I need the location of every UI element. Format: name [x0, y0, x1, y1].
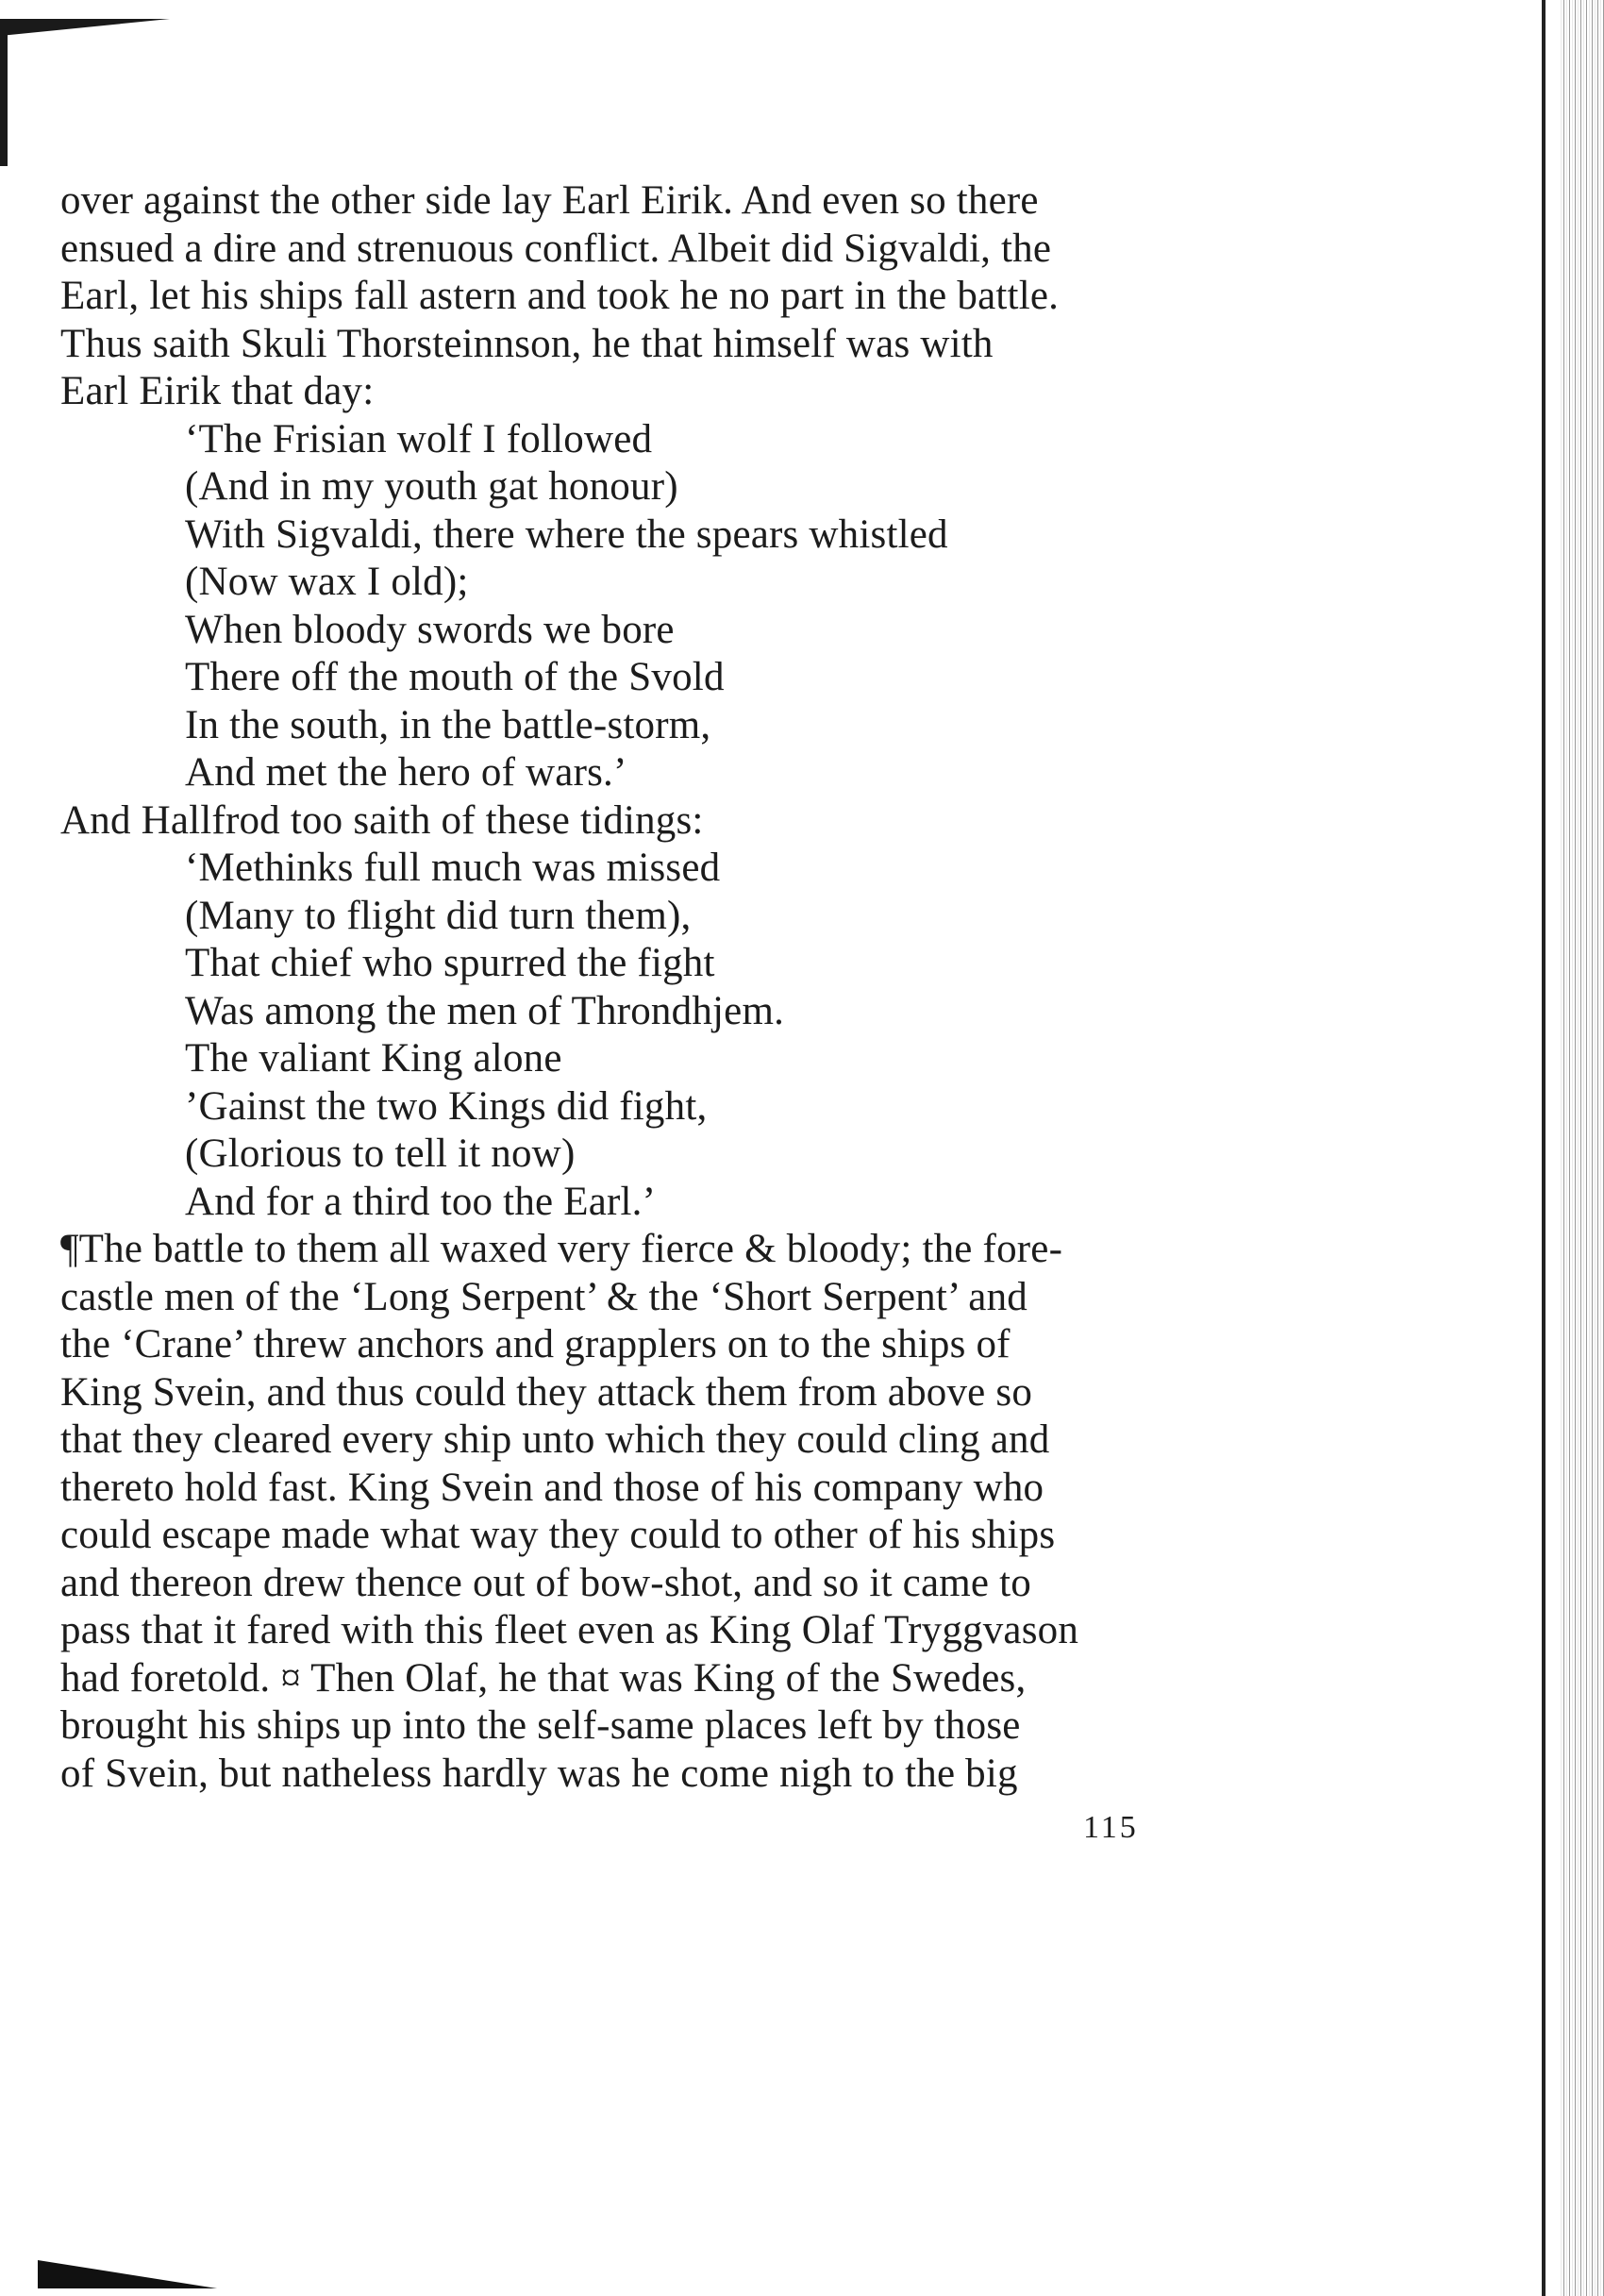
verse-line: ‘The Frisian wolf I followed: [185, 416, 653, 461]
verse-line: ’Gainst the two Kings did fight,: [185, 1083, 708, 1129]
page-number: 115: [1083, 1810, 1139, 1845]
text-line: Earl, let his ships fall astern and took he no part in the battle.: [60, 274, 1060, 318]
verse-line: (Now wax I old);: [185, 560, 469, 604]
corner-mark-top: [0, 19, 170, 36]
text-line: could escape made what way they could to other of his ships: [60, 1513, 1056, 1557]
verse-line: When bloody swords we bore: [185, 607, 675, 652]
text-line: brought his ships up into the self-same places left by those: [60, 1703, 1021, 1748]
corner-mark-top-stem: [0, 34, 8, 166]
text-line: of Svein, but natheless hardly was he come nigh to the big: [60, 1751, 1018, 1796]
verse-line: With Sigvaldi, there where the spears whistled: [185, 511, 948, 557]
paragraph-line: ¶The battle to them all waxed very fierce & bloody; the fore-: [60, 1227, 1063, 1271]
verse-line: Was among the men of Throndhjem.: [185, 988, 785, 1033]
page-edge-right: [1561, 0, 1604, 2296]
text-line: ensued a dire and strenuous conflict. Albeit did Sigvaldi, the: [60, 226, 1052, 271]
text-line: over against the other side lay Earl Eirik. And even so there: [60, 178, 1039, 223]
text-line: King Svein, and thus could they attack them from above so: [60, 1369, 1033, 1415]
verse-line: ‘Methinks full much was missed: [185, 846, 721, 890]
text-line: Thus saith Skuli Thorsteinnson, he that himself was with: [60, 321, 994, 366]
text-line: that they cleared every ship unto which they could cling and: [60, 1417, 1050, 1462]
verse-line: (Glorious to tell it now): [185, 1131, 576, 1176]
corner-mark-bottom: [38, 2260, 217, 2288]
text-line: and thereon drew thence out of bow-shot, and so it came to: [60, 1560, 1031, 1605]
verse-line: In the south, in the battle-storm,: [185, 702, 711, 747]
text-line: And Hallfrod too saith of these tidings:: [60, 797, 704, 843]
verse-line: (Many to flight did turn them),: [185, 893, 692, 938]
page-edge-line: [1542, 0, 1546, 2296]
verse-line: (And in my youth gat honour): [185, 464, 678, 509]
verse-line: The valiant King alone: [185, 1036, 562, 1081]
verse-line: And for a third too the Earl.’: [185, 1179, 657, 1224]
text-line: thereto hold fast. King Svein and those of his company who: [60, 1465, 1044, 1510]
text-line: castle men of the ‘Long Serpent’ & the ‘Short Serpent’ and: [60, 1274, 1028, 1319]
text-line: pass that it fared with this fleet even as King Olaf Tryggvason: [60, 1608, 1079, 1652]
text-line: the ‘Crane’ threw anchors and grapplers on to the ships of: [60, 1322, 1011, 1366]
text-line: had foretold. ¤ Then Olaf, he that was King of the Swedes,: [60, 1655, 1027, 1701]
verse-line: There off the mouth of the Svold: [185, 655, 725, 699]
text-line: Earl Eirik that day:: [60, 369, 375, 413]
verse-line: And met the hero of wars.’: [185, 750, 627, 795]
verse-line: That chief who spurred the fight: [185, 941, 715, 985]
body-text: [60, 177, 1249, 1798]
